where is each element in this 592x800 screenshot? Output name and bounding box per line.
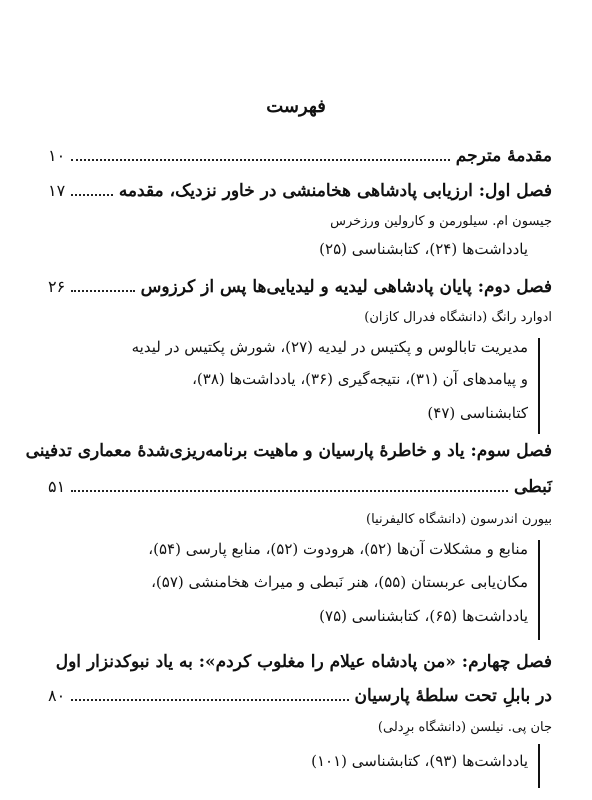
chapter-title-continued: نَبطی xyxy=(514,477,552,497)
toc-entry-intro[interactable] xyxy=(48,146,552,166)
chapter-title: فصل چهارم: «من پادشاه عیلام را مغلوب کردم»: به یاد نبوکدنزار اول xyxy=(55,652,552,672)
section-list-line: و پیامدهای آن (۳۱)، نتیجه‌گیری (۳۶)، یادداشت‌ها (۳۸)، xyxy=(192,370,528,388)
leader-dots xyxy=(71,290,134,292)
section-list-line: مدیریت تابالوس و پکتیس در لیدیه (۲۷)، شورش پکتیس در لیدیه xyxy=(131,338,528,356)
chapter-author: بیورن اندرسون (دانشگاه کالیفرنیا) xyxy=(366,512,552,527)
page-number: ۲۶ xyxy=(48,277,66,296)
chapter-title-continued: در بابلِ تحت سلطهٔ پارسیان xyxy=(354,686,552,706)
section-list-line: یادداشت‌ها (۹۳)، کتابشناسی (۱۰۱) xyxy=(311,752,528,770)
toc-entry-chapter-3[interactable] xyxy=(25,441,552,461)
chapter-author: جیسون ام. سیلورمن و کارولین ورزخرس xyxy=(330,214,552,229)
page-number: ۵۱ xyxy=(48,477,66,496)
leader-dots xyxy=(71,699,348,701)
toc-entry-chapter-3-cont[interactable] xyxy=(48,477,552,497)
page-title: فهرست xyxy=(266,96,326,117)
section-list-line: منابع و مشکلات آن‌ها (۵۲)، هرودوت (۵۲)، منابع پارسی (۵۴)، xyxy=(148,540,528,558)
chapter-author: ادوارد رانگ (دانشگاه فدرال کازان) xyxy=(364,310,552,325)
page-number: ۱۷ xyxy=(48,181,66,200)
chapter-author: جان پی. نیلسن (دانشگاه برِدلی) xyxy=(377,720,552,735)
chapter-title: فصل اول: ارزیابی پادشاهی هخامنشی در خاور نزدیک، مقدمه xyxy=(118,181,552,201)
toc-entry-chapter-4-cont[interactable] xyxy=(48,686,552,706)
chapter-title: فصل دوم: پایان پادشاهی لیدیه و لیدیایی‌ها پس از کرزوس xyxy=(140,277,552,297)
section-bar xyxy=(538,338,540,434)
toc-entry-chapter-2[interactable] xyxy=(48,277,552,297)
leader-dots xyxy=(71,159,450,161)
section-list-line: یادداشت‌ها (۶۵)، کتابشناسی (۷۵) xyxy=(319,607,528,625)
toc-entry-chapter-1[interactable] xyxy=(48,181,552,201)
chapter-title: فصل سوم: یاد و خاطرهٔ پارسیان و ماهیت برنامه‌ریزی‌شدهٔ معماری تدفینی xyxy=(25,441,552,461)
section-list-line: یادداشت‌ها (۲۴)، کتابشناسی (۲۵) xyxy=(319,240,528,258)
section-bar xyxy=(538,744,540,788)
leader-dots xyxy=(71,490,508,492)
toc-entry-chapter-4[interactable] xyxy=(48,652,552,672)
leader-dots xyxy=(71,194,113,196)
section-list-line: کتابشناسی (۴۷) xyxy=(427,404,528,422)
section-list-line: مکان‌یابی عربستان (۵۵)، هنر نَبطی و میراث هخامنشی (۵۷)، xyxy=(151,573,528,591)
toc-entry-title: مقدمهٔ مترجم xyxy=(455,146,552,166)
page-number: ۸۰ xyxy=(48,686,66,705)
section-bar xyxy=(538,540,540,640)
page-number: ۱۰ xyxy=(48,146,66,165)
